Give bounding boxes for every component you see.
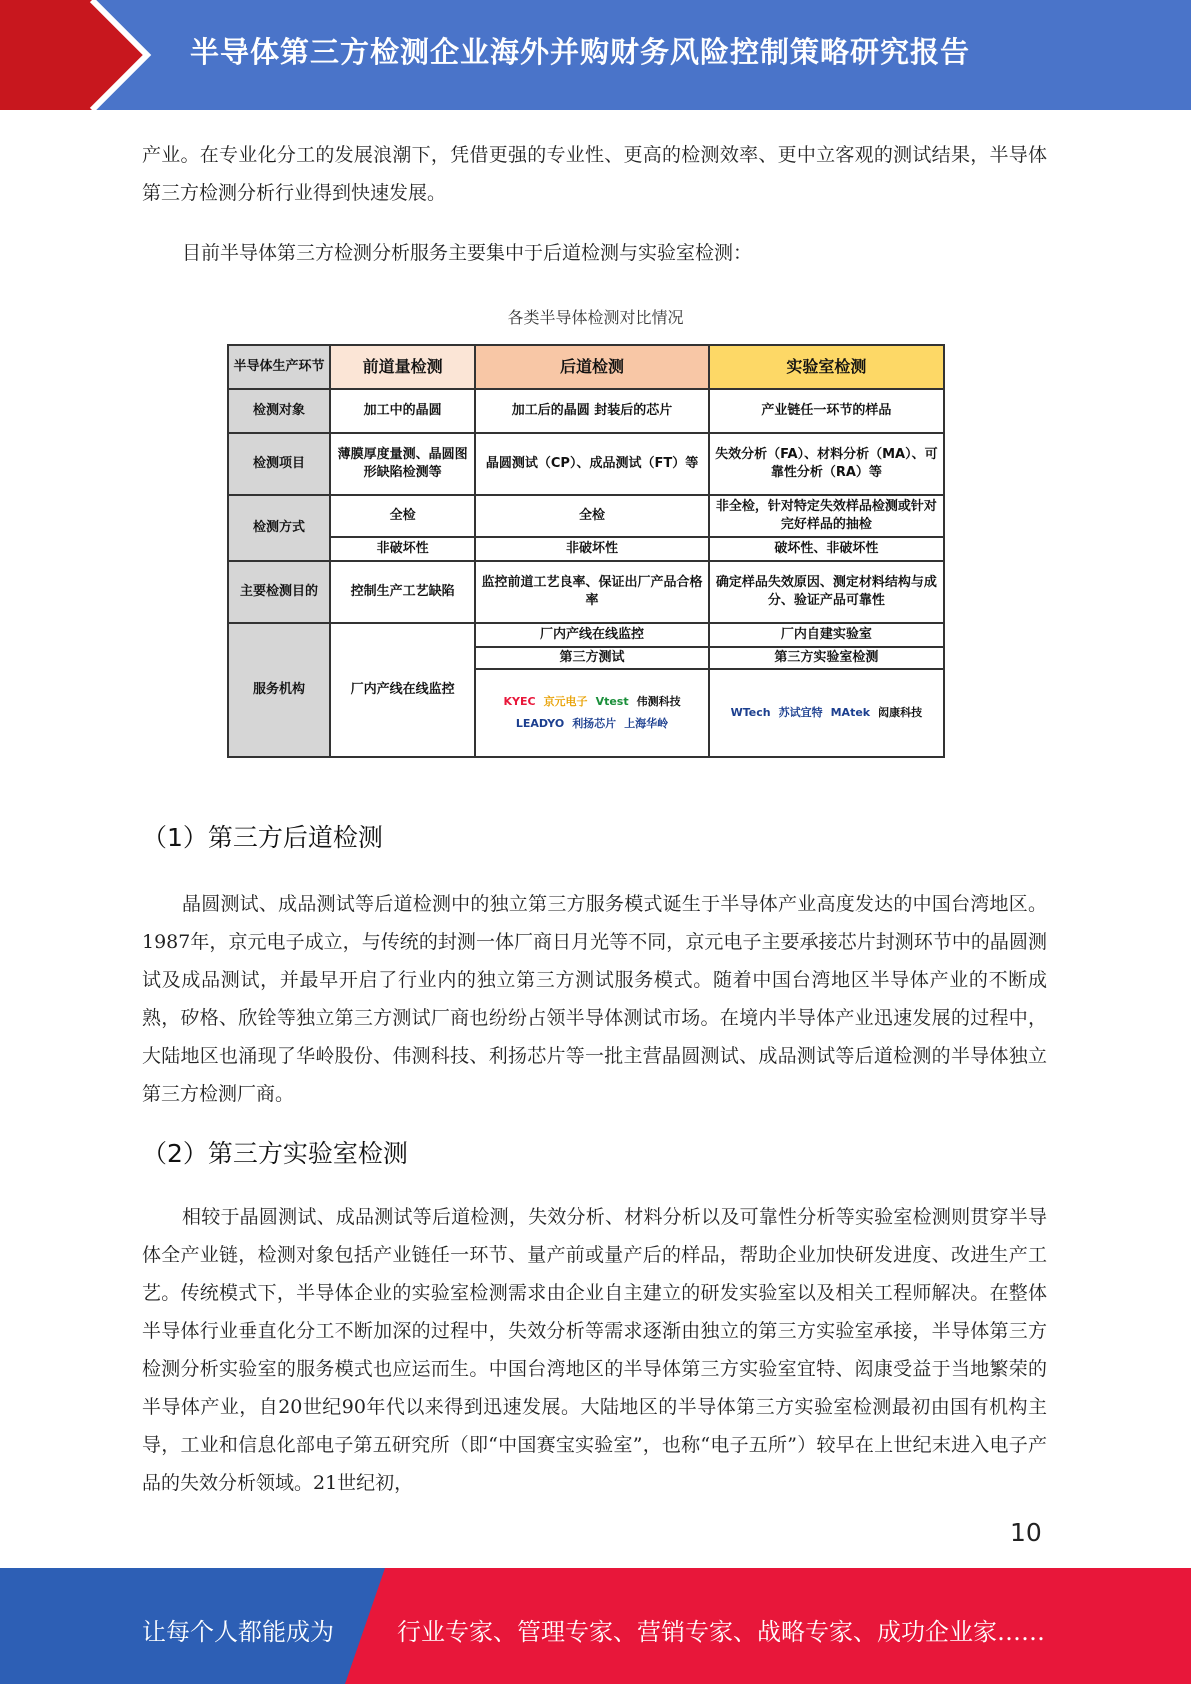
cell: 薄膜厚度量测、晶圆图形缺陷检测等	[330, 433, 475, 495]
cell: 第三方测试	[475, 647, 708, 669]
kyec-logo: KYEC	[503, 695, 536, 708]
col-header-back: 后道检测	[475, 345, 708, 389]
row-head-object: 检测对象	[228, 389, 330, 433]
table-title: 各类半导体检测对比情况	[507, 308, 684, 327]
footer-slogan-right: 行业专家、管理专家、营销专家、战略专家、成功企业家……	[397, 1618, 1045, 1646]
cell: 产业链任一环节的样品	[709, 389, 944, 433]
page-number: 10	[1010, 1518, 1042, 1547]
hualing-name: 上海华岭	[624, 717, 669, 730]
cell: 确定样品失效原因、测定材料结构与成分、验证产品可靠性	[709, 561, 944, 623]
report-title: 半导体第三方检测企业海外并购财务风险控制策略研究报告	[190, 35, 971, 69]
cell: 监控前道工艺良率、保证出厂产品合格率	[475, 561, 708, 623]
cell: 非破坏性	[330, 537, 475, 561]
cell: 加工中的晶圆	[330, 389, 475, 433]
cell: 非全检，针对特定失效样品检测或针对完好样品的抽检	[709, 495, 944, 537]
cell: 加工后的晶圆 封装后的芯片	[475, 389, 708, 433]
matek-logo: MAtek	[830, 706, 871, 719]
leadyo-name: 利扬芯片	[572, 717, 617, 730]
cell: 全检	[475, 495, 708, 537]
cell: 控制生产工艺缺陷	[330, 561, 475, 623]
paragraph-lab: 相较于晶圆测试、成品测试等后道检测，失效分析、材料分析以及可靠性分析等实验室检测则贯穿半导体全产业链，检测对象包括产业链任一环节、量产前或量产后的样品，帮助企业加快研发进度、改进生产工艺。传统模式下，半导体企业的实验室检测需求由企业自主建立的研发实验室以及相关工程师解决。在整体半导体行业垂直化分工不断加深的过程中，失效分析等需求逐渐由独立的第三方实验室承接，半导体第三方检测分析实验室的服务模式也应运而生。中国台湾地区的半导体第三方实验室宜特、闳康受益于当地繁荣的半导体产业，自20世纪90年代以来得到迅速发展。大陆地区的半导体第三方实验室检测最初由国有机构主导，工业和信息化部电子第五研究所（即“中国赛宝实验室”，也称“电子五所”）较早在上世纪末进入电子产品的失效分析领域。21世纪初，	[142, 1206, 1047, 1494]
matek-name: 闳康科技	[878, 706, 923, 719]
vtest-name: 伟测科技	[636, 695, 681, 708]
paragraph-intro: 产业。在专业化分工的发展浪潮下，凭借更强的专业性、更高的检测效率、更中立客观的测试结果，半导体第三方检测分析行业得到快速发展。	[142, 144, 1047, 204]
cell: 厂内产线在线监控	[330, 623, 475, 757]
cell: 破坏性、非破坏性	[709, 537, 944, 561]
page-header	[0, 0, 1191, 110]
col-header-front: 前道量检测	[330, 345, 475, 389]
cell: 第三方实验室检测	[709, 647, 944, 669]
cell: 晶圆测试（CP）、成品测试（FT）等	[475, 433, 708, 495]
paragraph-backend: 晶圆测试、成品测试等后道检测中的独立第三方服务模式诞生于半导体产业高度发达的中国台湾地区。1987年，京元电子成立，与传统的封测一体厂商日月光等不同，京元电子主要承接芯片封测环节中的晶圆测试及成品测试，并最早开启了行业内的独立第三方测试服务模式。随着中国台湾地区半导体产业的不断成熟，矽格、欣铨等独立第三方测试厂商也纷纷占领半导体测试市场。在境内半导体产业迅速发展的过程中，大陆地区也涌现了华岭股份、伟测科技、利扬芯片等一批主营晶圆测试、成品测试等后道检测的半导体独立第三方检测厂商。	[142, 893, 1047, 1105]
table-corner: 半导体生产环节	[228, 345, 330, 389]
logo-cell-test	[475, 669, 708, 757]
section-heading-2: （2）第三方实验室检测	[142, 1139, 408, 1168]
row-head-items: 检测项目	[228, 433, 330, 495]
cell: 非破坏性	[475, 537, 708, 561]
cell: 厂内产线在线监控	[475, 623, 708, 647]
kyec-name: 京元电子	[543, 695, 588, 708]
comparison-table	[227, 344, 945, 758]
page-footer	[0, 1568, 1191, 1684]
cell: 失效分析（FA）、材料分析（MA）、可靠性分析（RA）等	[709, 433, 944, 495]
leadyo-logo: LEADYO	[515, 717, 565, 730]
col-header-lab: 实验室检测	[709, 345, 944, 389]
section-heading-1: （1）第三方后道检测	[142, 823, 383, 852]
paragraph-summary: 目前半导体第三方检测分析服务主要集中于后道检测与实验室检测：	[182, 242, 753, 264]
wtech-logo: WTech	[730, 706, 771, 719]
cell: 全检	[330, 495, 475, 537]
row-head-method: 检测方式	[228, 495, 330, 561]
logo-cell-lab	[709, 669, 944, 757]
cell: 厂内自建实验室	[709, 623, 944, 647]
footer-slogan-left: 让每个人都能成为	[142, 1618, 334, 1646]
row-head-purpose: 主要检测目的	[228, 561, 330, 623]
vtest-logo: Vtest	[595, 695, 629, 708]
sushi-name: 苏试宜特	[778, 706, 823, 719]
row-head-institution: 服务机构	[228, 623, 330, 757]
